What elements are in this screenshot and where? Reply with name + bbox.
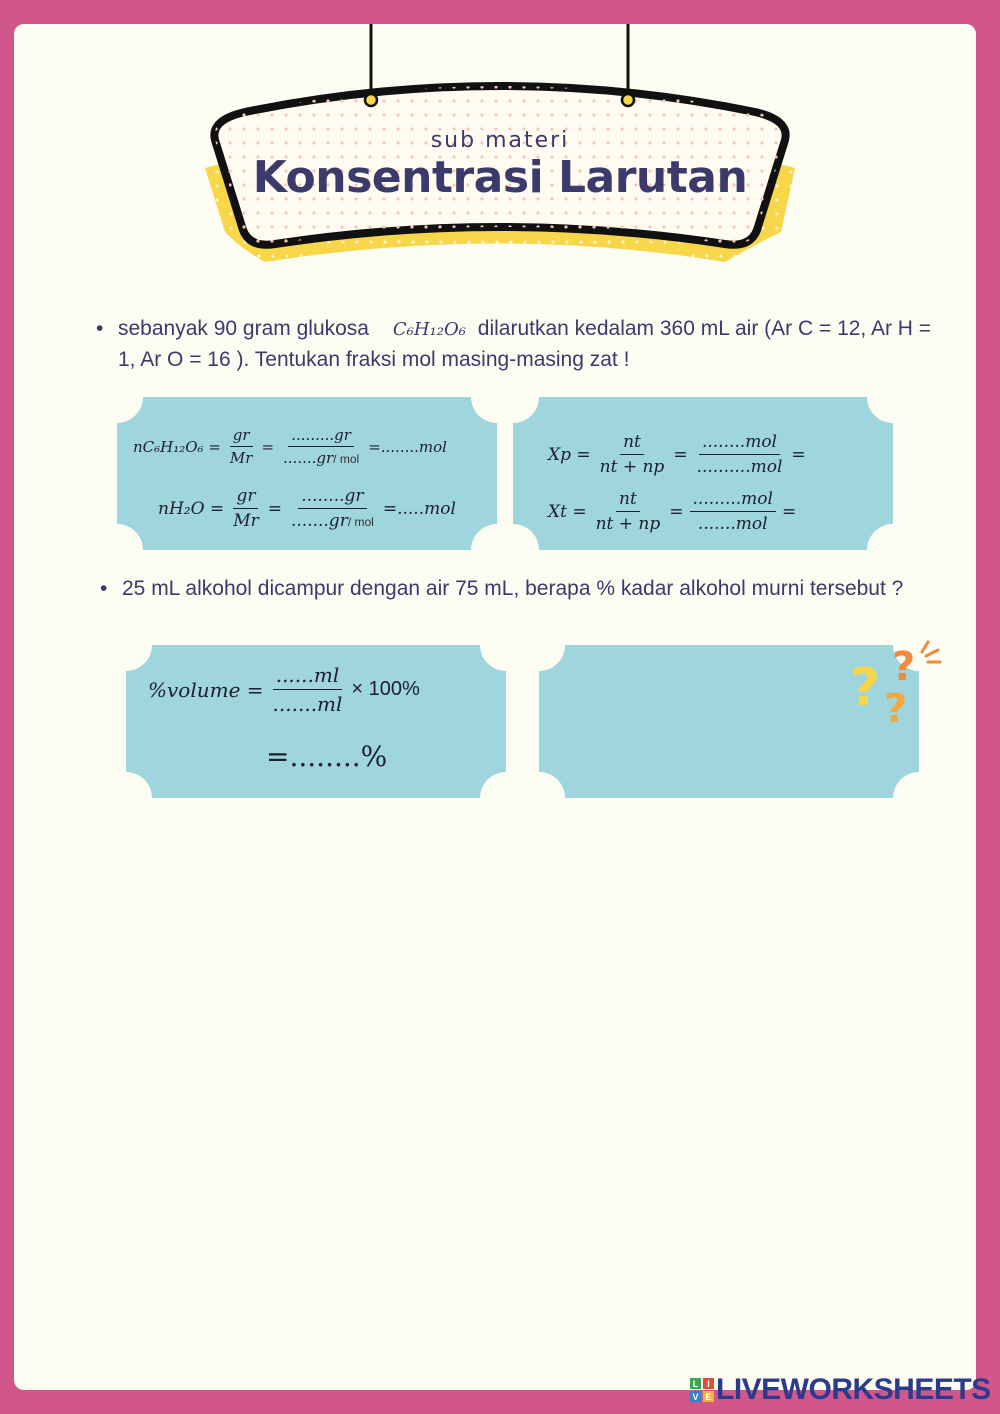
moles-water-equation (158, 486, 456, 531)
xt-lhs: Xt = (548, 501, 587, 522)
question-marks-icon: ? ? ? (848, 640, 943, 740)
svg-text:L: L (692, 1379, 699, 1389)
question-1-text-end: dilarutkan kedalam 360 mL air (Ar C = 12, Ar H = 1, Ar O = 16 ). Tentukan fraksi mol masing-masing zat ! (118, 317, 932, 371)
svg-text:V: V (692, 1392, 699, 1402)
mol-blank[interactable]: .......mol (697, 514, 768, 534)
equals-sign: = (669, 501, 684, 522)
question-1-text-start: sebanyak 90 gram glukosa (118, 317, 369, 340)
bullet: • (100, 577, 108, 600)
equals-sign: = (267, 498, 282, 519)
unit-label: / mol (333, 452, 360, 466)
alcohol-volume-blank[interactable]: ......ml (273, 663, 343, 690)
mole-fraction-xp-equation (548, 432, 806, 477)
banner-subtitle: sub materi (430, 128, 570, 153)
moles-glucose-equation (133, 426, 447, 467)
fraction-denominator: Mr (233, 511, 259, 531)
liveworksheets-wordmark: LIVEWORKSHEETS (716, 1373, 991, 1406)
volume-percent-lhs: %volume = (148, 677, 264, 702)
bullet: • (96, 317, 104, 340)
fraction-numerator: nt (616, 489, 640, 512)
fraction-numerator: gr (230, 426, 253, 447)
mass-blank[interactable]: ........gr (298, 486, 366, 509)
equals-sign: = (781, 501, 797, 522)
times-100-percent: × 100% (351, 678, 420, 700)
equals-sign: = (791, 444, 806, 465)
liveworksheets-logo[interactable] (690, 1372, 991, 1408)
volume-percent-equation (148, 663, 420, 716)
mol-blank[interactable]: ........mol (699, 432, 780, 455)
mass-blank[interactable]: .........gr (288, 426, 354, 447)
volume-percent-result-blank[interactable]: =........% (266, 740, 388, 773)
total-volume-blank[interactable]: .......ml (272, 692, 343, 716)
fraction-denominator: nt + np (599, 457, 665, 477)
mol-blank[interactable]: .........mol (690, 489, 776, 512)
svg-text:E: E (705, 1392, 712, 1402)
unit-label: / mol (347, 515, 374, 529)
moles-water-lhs: nH₂O = (158, 498, 225, 519)
mol-blank[interactable]: ..........mol (696, 457, 783, 477)
fraction-numerator: nt (620, 432, 644, 455)
fraction-denominator: nt + np (595, 514, 661, 534)
moles-glucose-lhs: nC₆H₁₂O₆ = (133, 437, 221, 456)
equals-sign: = (673, 444, 688, 465)
question-2 (100, 574, 928, 604)
fraction-denominator: Mr (229, 449, 253, 467)
mole-fraction-xt-equation (548, 489, 796, 534)
moles-water-result-blank[interactable]: =.....mol (382, 498, 456, 519)
moles-glucose-result-blank[interactable]: =........mol (368, 437, 447, 456)
liveworksheets-badge-icon (690, 1378, 714, 1402)
page-title: Konsentrasi Larutan (252, 152, 748, 203)
svg-text:I: I (707, 1379, 710, 1389)
question-1 (96, 314, 936, 375)
question-2-text: 25 mL alkohol dicampur dengan air 75 mL, berapa % kadar alkohol murni tersebut ? (122, 577, 904, 600)
glucose-formula: C₆H₁₂O₆ (392, 319, 466, 340)
fraction-numerator: gr (233, 486, 258, 509)
molar-mass-blank[interactable]: .......gr/ mol (290, 511, 374, 531)
equals-sign: = (261, 437, 275, 456)
xp-lhs: Xp = (548, 444, 591, 465)
molar-mass-blank[interactable]: .......gr/ mol (283, 449, 360, 467)
